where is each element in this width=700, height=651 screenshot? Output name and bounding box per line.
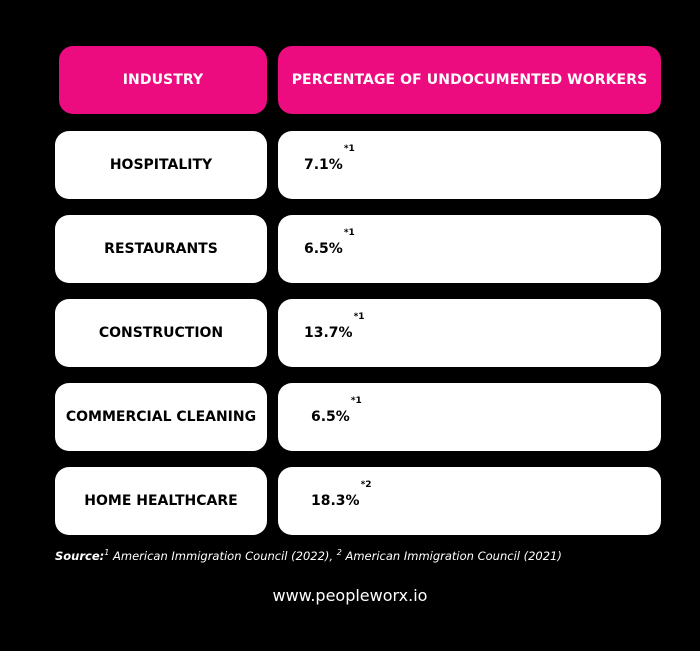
industry-name: HOME HEALTHCARE xyxy=(84,493,238,509)
footnote-ref: *2 xyxy=(360,480,372,490)
source-ref-1: 1 xyxy=(104,548,110,557)
footnote-ref: *1 xyxy=(343,228,355,238)
table-row-industry xyxy=(55,299,267,367)
table-row-percentage xyxy=(278,215,661,283)
table-row-industry xyxy=(55,467,267,535)
footnote-ref: *1 xyxy=(343,144,355,154)
percentage-value-wrapper xyxy=(311,396,362,425)
percentage-value-wrapper xyxy=(304,228,355,257)
industry-column-header xyxy=(59,46,267,114)
footnote-ref: *1 xyxy=(350,396,362,406)
percentage-value-wrapper xyxy=(311,480,372,509)
percentage-value: 7.1% xyxy=(304,157,343,173)
industry-name: COMMERCIAL CLEANING xyxy=(65,409,257,425)
percentage-value: 13.7% xyxy=(304,325,353,341)
industry-header-label: INDUSTRY xyxy=(122,72,204,88)
table-row-industry xyxy=(55,383,267,451)
footnote-ref: *1 xyxy=(353,312,365,322)
source-ref-2: 2 xyxy=(336,548,342,557)
source-text-1: American Immigration Council (2022), xyxy=(109,548,337,563)
source-citation xyxy=(55,548,562,563)
website-url: www.peopleworx.io xyxy=(272,586,428,605)
table-row-industry xyxy=(55,215,267,283)
table-row-percentage xyxy=(278,299,661,367)
percentage-value: 6.5% xyxy=(304,241,343,257)
table-row-percentage xyxy=(278,467,661,535)
source-text-2: American Immigration Council (2021) xyxy=(341,548,562,563)
industry-name: RESTAURANTS xyxy=(104,241,218,257)
source-label: Source: xyxy=(55,548,105,563)
percentage-value-wrapper xyxy=(304,312,365,341)
percentage-value: 18.3% xyxy=(311,493,360,509)
percentage-column-header xyxy=(278,46,661,114)
table-row-industry xyxy=(55,131,267,199)
table-row-percentage xyxy=(278,131,661,199)
industry-name: HOSPITALITY xyxy=(109,157,213,173)
industry-name: CONSTRUCTION xyxy=(98,325,224,341)
table-row-percentage xyxy=(278,383,661,451)
percentage-header-label: PERCENTAGE OF UNDOCUMENTED WORKERS xyxy=(291,72,648,88)
percentage-value: 6.5% xyxy=(311,409,350,425)
percentage-value-wrapper xyxy=(304,144,355,173)
